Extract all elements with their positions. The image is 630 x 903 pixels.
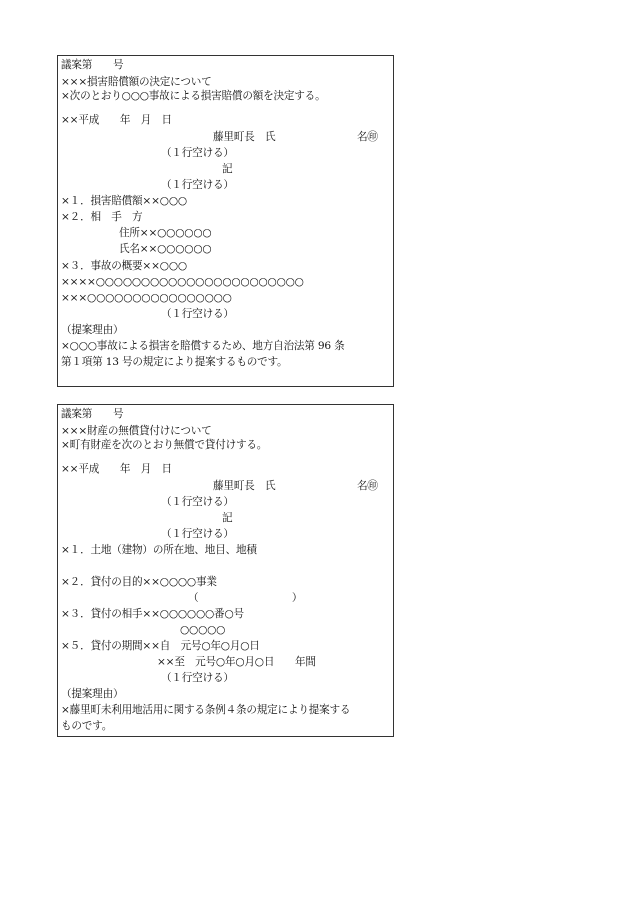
item-3-continued: ○○○○○ bbox=[180, 624, 226, 636]
blank-line-note: （１行空ける） bbox=[161, 179, 234, 191]
bill-purpose: ×町有財産を次のとおり無償で貸付けする。 bbox=[61, 439, 268, 451]
bill-number: 議案第 号 bbox=[61, 408, 124, 420]
reason-text: ×藤里町未利用地活用に関する条例４条の規定により提案する bbox=[61, 704, 351, 716]
blank-line-note: （１行空ける） bbox=[161, 496, 234, 508]
item-5-continued: ××至 元号○年○月○日 年間 bbox=[157, 656, 316, 668]
bill-title: ×××損害賠償額の決定について bbox=[61, 76, 212, 88]
item-2: ×２．貸付の目的××○○○○事業 bbox=[61, 576, 217, 588]
mayor-name: 藤里町長 氏 bbox=[213, 131, 276, 143]
ki-heading: 記 bbox=[222, 512, 233, 524]
blank-line-note: （１行空ける） bbox=[161, 528, 234, 540]
accident-detail: ××××○○○○○○○○○○○○○○○○○○○○○○○ bbox=[61, 276, 304, 288]
purpose-parenthesis: （ ） bbox=[188, 592, 303, 604]
item-1: ×１．土地（建物）の所在地、地目、地積 bbox=[61, 544, 257, 556]
party-name: 氏名××○○○○○○ bbox=[119, 243, 212, 255]
item-3: ×３．貸付の相手××○○○○○○番○号 bbox=[61, 608, 244, 620]
bill-date: ××平成 年 月 日 bbox=[61, 463, 172, 475]
bill-number: 議案第 号 bbox=[61, 59, 124, 71]
seal-mark: 名㊞ bbox=[357, 131, 378, 143]
accident-detail: ×××○○○○○○○○○○○○○○○○ bbox=[61, 292, 232, 304]
reason-heading: （提案理由） bbox=[61, 324, 124, 336]
reason-heading: （提案理由） bbox=[61, 688, 124, 700]
reason-text: 第１項第 13 号の規定により提案するものです。 bbox=[61, 356, 288, 368]
blank-line-note: （１行空ける） bbox=[161, 147, 234, 159]
reason-text: ×○○○事故による損害を賠償するため、地方自治法第 96 条 bbox=[61, 340, 345, 352]
mayor-name: 藤里町長 氏 bbox=[213, 480, 276, 492]
bill-date: ××平成 年 月 日 bbox=[61, 114, 172, 126]
party-address: 住所××○○○○○○ bbox=[119, 227, 212, 239]
bill-title: ×××財産の無償貸付けについて bbox=[61, 425, 212, 437]
item-3: ×３．事故の概要××○○○ bbox=[61, 260, 187, 272]
seal-mark: 名㊞ bbox=[357, 480, 378, 492]
ki-heading: 記 bbox=[222, 163, 233, 175]
blank-line-note: （１行空ける） bbox=[161, 308, 234, 320]
blank-line-note: （１行空ける） bbox=[161, 672, 234, 684]
item-2: ×２．相 手 方 bbox=[61, 211, 143, 223]
item-5: ×５．貸付の期間××自 元号○年○月○日 bbox=[61, 640, 260, 652]
reason-text: ものです。 bbox=[61, 720, 113, 732]
item-1: ×１．損害賠償額××○○○ bbox=[61, 195, 187, 207]
bill-purpose: ×次のとおり○○○事故による損害賠償の額を決定する。 bbox=[61, 90, 326, 102]
